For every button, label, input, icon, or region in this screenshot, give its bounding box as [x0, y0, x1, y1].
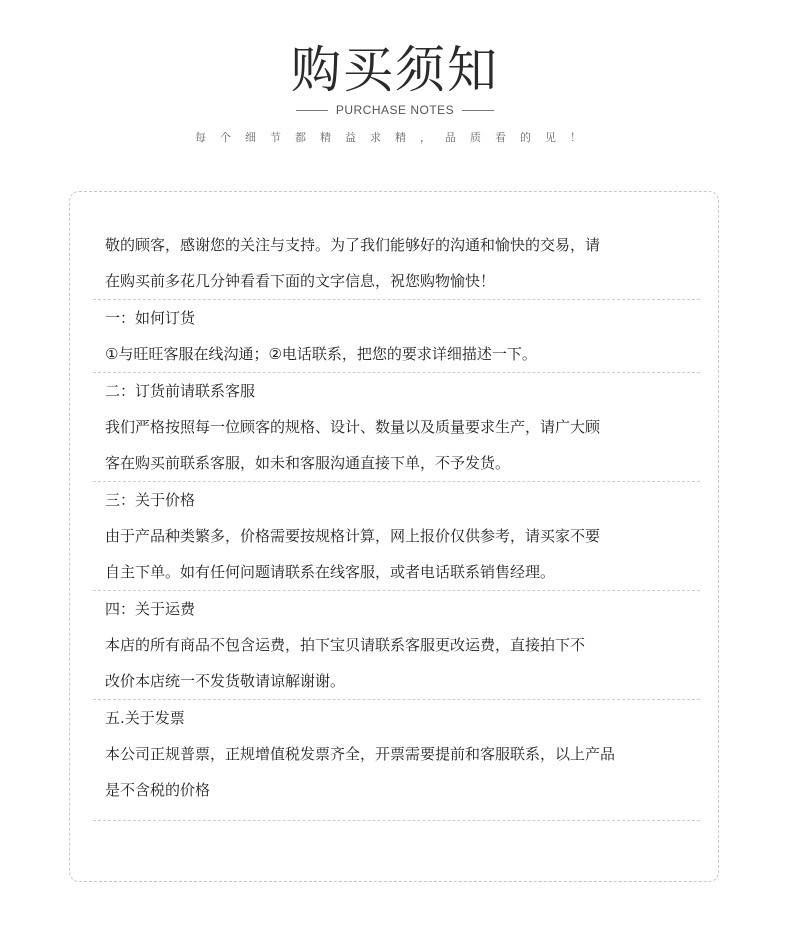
section-text: 本店的所有商品不包含运费，拍下宝贝请联系客服更改运费，直接拍下不 [105, 636, 586, 654]
section-title-contact: 二：订货前请联系客服 [105, 382, 256, 400]
section-title-order: 一：如何订货 [105, 309, 196, 327]
section-text: 改价本店统一不发货敬请谅解谢谢。 [105, 672, 346, 690]
section-text: 是不含税的价格 [105, 781, 211, 799]
notice-content [93, 227, 700, 821]
subtitle-line-left [296, 110, 328, 111]
section-text: 本公司正规普票，正规增值税发票齐全，开票需要提前和客服联系，以上产品 [105, 745, 616, 763]
section-title-invoice: 五.关于发票 [105, 709, 185, 727]
intro-line: 敬的顾客，感谢您的关注与支持。为了我们能够好的沟通和愉快的交易，请 [105, 236, 601, 254]
section-text: 由于产品种类繁多，价格需要按规格计算，网上报价仅供参考，请买家不要 [105, 527, 601, 545]
section-title-price: 三：关于价格 [105, 491, 196, 509]
intro-line: 在购买前多花几分钟看看下面的文字信息，祝您购物愉快！ [105, 272, 496, 290]
subtitle-line-right [462, 110, 494, 111]
section-text: 我们严格按照每一位顾客的规格、设计、数量以及质量要求生产，请广大顾 [105, 418, 601, 436]
tagline: 每个细节都精益求精，品质看的见！ [195, 131, 595, 144]
page-subtitle: PURCHASE NOTES [335, 103, 455, 117]
section-title-shipping: 四：关于运费 [105, 600, 196, 618]
section-text: ①与旺旺客服在线沟通；②电话联系，把您的要求详细描述一下。 [105, 345, 537, 363]
spacer [93, 808, 700, 820]
section-text: 客在购买前联系客服，如未和客服沟通直接下单，不予发货。 [105, 454, 511, 472]
subtitle-row [0, 103, 790, 117]
section-text: 自主下单。如有任何问题请联系在线客服，或者电话联系销售经理。 [105, 563, 556, 581]
section-divider [93, 820, 700, 821]
page-title: 购买须知 [291, 41, 499, 99]
